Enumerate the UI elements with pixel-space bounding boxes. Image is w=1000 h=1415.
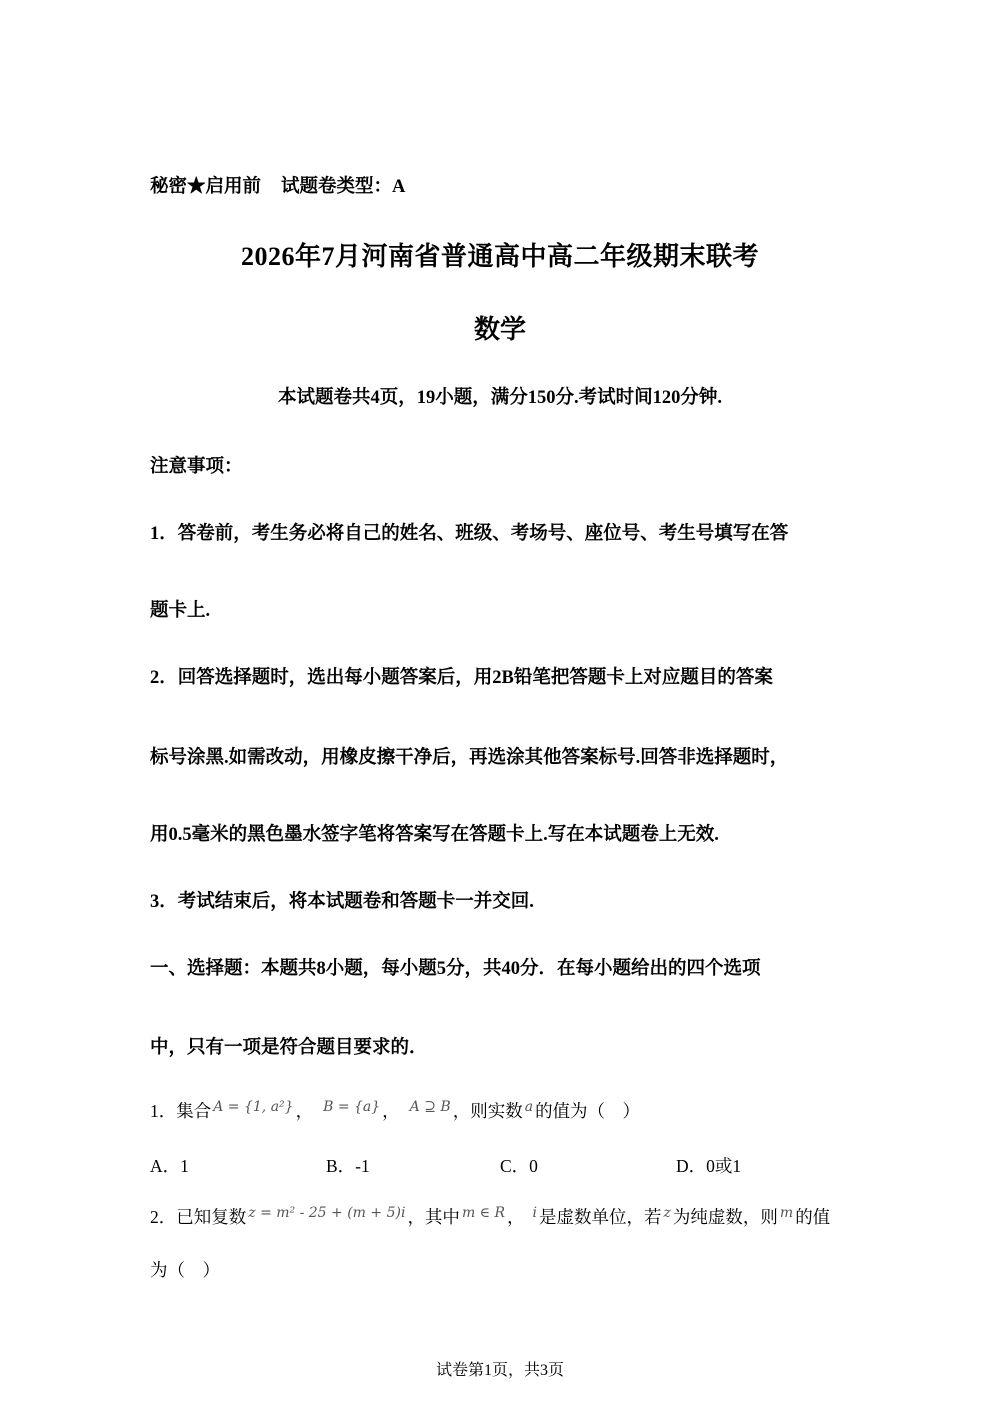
question-1 (150, 1098, 640, 1123)
q1-set-a: A = {1, a²} (213, 1099, 294, 1115)
section-1-line-1: 一、选择题：本题共8小题，每小题5分，共40分．在每小题给出的四个选项 (150, 959, 761, 979)
q1-var: a (524, 1099, 534, 1115)
notice-item-3: 3．考试结束后，将本试题卷和答题卡一并交回. (150, 892, 534, 912)
q2-prefix: 2．已知复数 (150, 1207, 247, 1227)
question-2-line-1 (150, 1204, 830, 1229)
q2-suffix: 的值 (795, 1207, 831, 1227)
type-label: 试题卷类型：A (281, 177, 406, 197)
q2-mid-2: ， (507, 1207, 525, 1227)
q2-cond: m ∈ R (461, 1205, 506, 1221)
q1-suffix: 的值为（ ） (535, 1101, 641, 1121)
question-2-line-2: 为（ ） (150, 1260, 220, 1280)
q2-mid-3: 是虚数单位，若 (539, 1207, 662, 1227)
q1-set-b: B = {a} (323, 1099, 381, 1115)
section-1-line-2: 中，只有一项是符合题目要求的． (150, 1038, 428, 1058)
header-line (150, 172, 405, 198)
q1-prefix: 1．集合 (150, 1101, 212, 1121)
q1-option-c: C．0 (500, 1156, 538, 1176)
q2-i-var: i (532, 1205, 538, 1221)
q1-mid: ，则实数 (452, 1101, 523, 1121)
subject-title: 数学 (473, 315, 526, 344)
q1-option-a: A．1 (150, 1156, 189, 1176)
page-footer: 试卷第1页，共3页 (435, 1362, 564, 1379)
q2-z-var: z (663, 1205, 671, 1221)
notice-item-1-line-2: 题卡上. (150, 601, 211, 621)
q1-sep-1: ， (295, 1101, 314, 1121)
secret-label: 秘密★启用前 (150, 177, 262, 197)
q1-option-b: B．-1 (326, 1156, 370, 1176)
q1-option-d: D．0或1 (676, 1156, 742, 1176)
q2-mid-1: ，其中 (407, 1207, 460, 1227)
q1-sep-2: ， (382, 1101, 400, 1121)
exam-info: 本试题卷共4页，19小题，满分150分.考试时间120分钟. (277, 388, 722, 408)
q2-expr: z = m² - 25 + (m + 5)i (248, 1205, 406, 1221)
notice-item-1-line-1: 1．答卷前，考生务必将自己的姓名、班级、考场号、座位号、考生号填写在答 (150, 524, 789, 544)
exam-title: 2026年7月河南省普通高中高二年级期末联考 (240, 242, 759, 271)
q1-relation: A ⊇ B (409, 1099, 451, 1115)
notice-item-2-line-3: 用0.5毫米的黑色墨水签字笔将答案写在答题卡上.写在本试题卷上无效. (150, 825, 719, 845)
notice-item-2-line-2: 标号涂黑.如需改动，用橡皮擦干净后，再选涂其他答案标号.回答非选择题时， (150, 748, 789, 768)
notice-item-2-line-1: 2．回答选择题时，选出每小题答案后，用2B铅笔把答题卡上对应题目的答案 (150, 668, 773, 688)
q2-m-var: m (779, 1205, 794, 1221)
q2-mid-4: 为纯虚数，则 (672, 1207, 778, 1227)
notice-heading: 注意事项： (150, 457, 243, 477)
